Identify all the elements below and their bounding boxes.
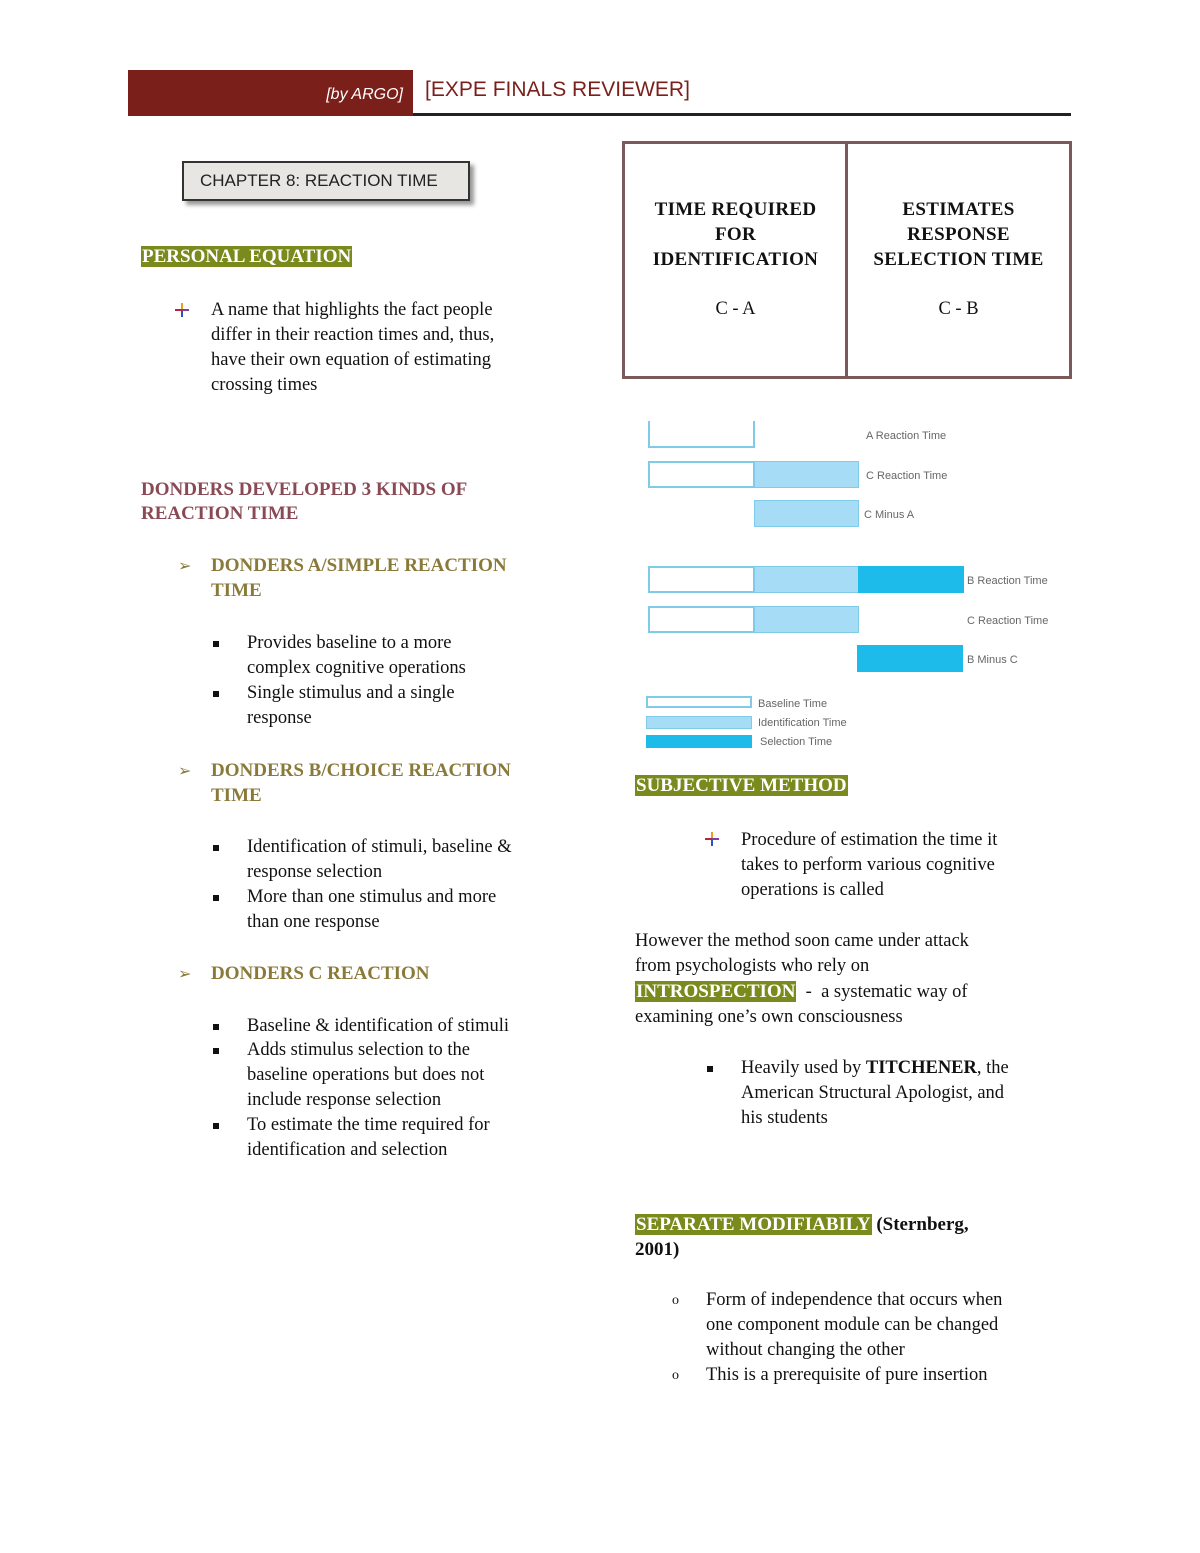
donders-a-title: DONDERS A/SIMPLE REACTION TIME: [211, 555, 507, 601]
arrow-bullet-icon: ➢: [178, 964, 192, 983]
donders-b-title: DONDERS B/CHOICE REACTION TIME: [211, 760, 511, 806]
legend-swatch-identification: [646, 716, 752, 729]
introspection-paragraph: However the method soon came under attack from psychologists who rely on INTROSPECTION - a systematic way of examining one’s own consciousness: [635, 931, 969, 1027]
donders-heading: DONDERS DEVELOPED 3 KINDS OF REACTION TIME: [141, 479, 468, 524]
square-bullet-icon: [213, 641, 219, 647]
diagram-bar-identification: [754, 461, 859, 488]
titchener-bullet: Heavily used by TITCHENER, the American Structural Apologist, and his students: [741, 1058, 1009, 1128]
donders-b-bullet-2: More than one stimulus and more than one response: [247, 887, 497, 932]
personal-equation-text: A name that highlights the fact people differ in their reaction times and, thus, have their own equation of estimating crossing times: [211, 300, 495, 395]
diagram-bar-identification: [754, 566, 859, 593]
diagram-bar-selection: [857, 645, 963, 672]
table-col1-value: C - A: [715, 299, 756, 319]
subjective-method-text: Procedure of estimation the time it takes to perform various cognitive operations is called: [741, 830, 998, 900]
donders-c-title: DONDERS C REACTION: [211, 963, 430, 984]
arrow-bullet-icon: ➢: [178, 556, 192, 575]
plus-bullet-icon: [705, 832, 719, 846]
diagram-bar-baseline: [648, 421, 755, 448]
legend-swatch-baseline: [646, 696, 752, 708]
arrow-bullet-icon: ➢: [178, 761, 192, 780]
donders-c-bullet-2: Adds stimulus selection to the baseline operations but does not include response selection: [247, 1040, 485, 1110]
separate-bullet-2: This is a prerequisite of pure insertion: [706, 1365, 988, 1385]
diagram-label: B Reaction Time: [967, 575, 1048, 587]
square-bullet-icon: [213, 1048, 219, 1054]
square-bullet-icon: [213, 895, 219, 901]
donders-a-bullet-1: Provides baseline to a more complex cognitive operations: [247, 633, 466, 678]
diagram-bar-baseline: [648, 566, 755, 593]
diagram-bar-selection: [858, 566, 964, 593]
diagram-bar-identification: [754, 606, 859, 633]
square-bullet-icon: [213, 691, 219, 697]
circle-bullet-icon: o: [672, 1293, 679, 1308]
legend-label: Selection Time: [760, 736, 833, 748]
table-col2-value: C - B: [938, 299, 979, 319]
legend-label: Identification Time: [758, 717, 847, 729]
square-bullet-icon: [213, 1123, 219, 1129]
circle-bullet-icon: o: [672, 1368, 679, 1383]
donders-b-bullet-1: Identification of stimuli, baseline & response selection: [247, 837, 512, 882]
table-divider: [845, 141, 848, 379]
square-bullet-icon: [213, 1024, 219, 1030]
legend-label: Baseline Time: [758, 698, 828, 710]
header-author: [by ARGO]: [326, 86, 403, 103]
table-col2-heading: ESTIMATES RESPONSE SELECTION TIME: [873, 199, 1044, 270]
diagram-label: C Reaction Time: [967, 615, 1049, 627]
square-bullet-icon: [213, 845, 219, 851]
separate-bullet-1: Form of independence that occurs when one component module can be changed without changing the other: [706, 1290, 1003, 1360]
donders-c-bullet-1: Baseline & identification of stimuli: [247, 1016, 510, 1036]
diagram-label: C Reaction Time: [866, 470, 948, 482]
personal-equation-heading: PERSONAL EQUATION: [142, 246, 352, 267]
diagram-bar-identification: [754, 500, 859, 527]
subjective-method-heading: SUBJECTIVE METHOD: [636, 775, 847, 796]
diagram-bar-baseline: [648, 606, 755, 633]
diagram-bar-baseline: [648, 461, 755, 488]
diagram-label: C Minus A: [864, 509, 915, 521]
separate-modifiability-heading: SEPARATE MODIFIABILY (Sternberg, 2001): [635, 1214, 969, 1260]
donders-a-bullet-2: Single stimulus and a single response: [247, 683, 455, 728]
plus-bullet-icon: [175, 303, 189, 317]
table-col1-heading: TIME REQUIRED FOR IDENTIFICATION: [652, 199, 819, 270]
diagram-label: B Minus C: [967, 654, 1018, 666]
square-bullet-icon: [707, 1066, 713, 1072]
introspection-term: INTROSPECTION: [636, 981, 796, 1002]
diagram-label: A Reaction Time: [866, 430, 947, 442]
donders-c-bullet-3: To estimate the time required for identification and selection: [247, 1115, 490, 1160]
header-rule: [413, 113, 1071, 116]
header-title: [EXPE FINALS REVIEWER]: [425, 78, 690, 101]
chapter-title: CHAPTER 8: REACTION TIME: [182, 161, 470, 201]
legend-swatch-selection: [646, 735, 752, 748]
